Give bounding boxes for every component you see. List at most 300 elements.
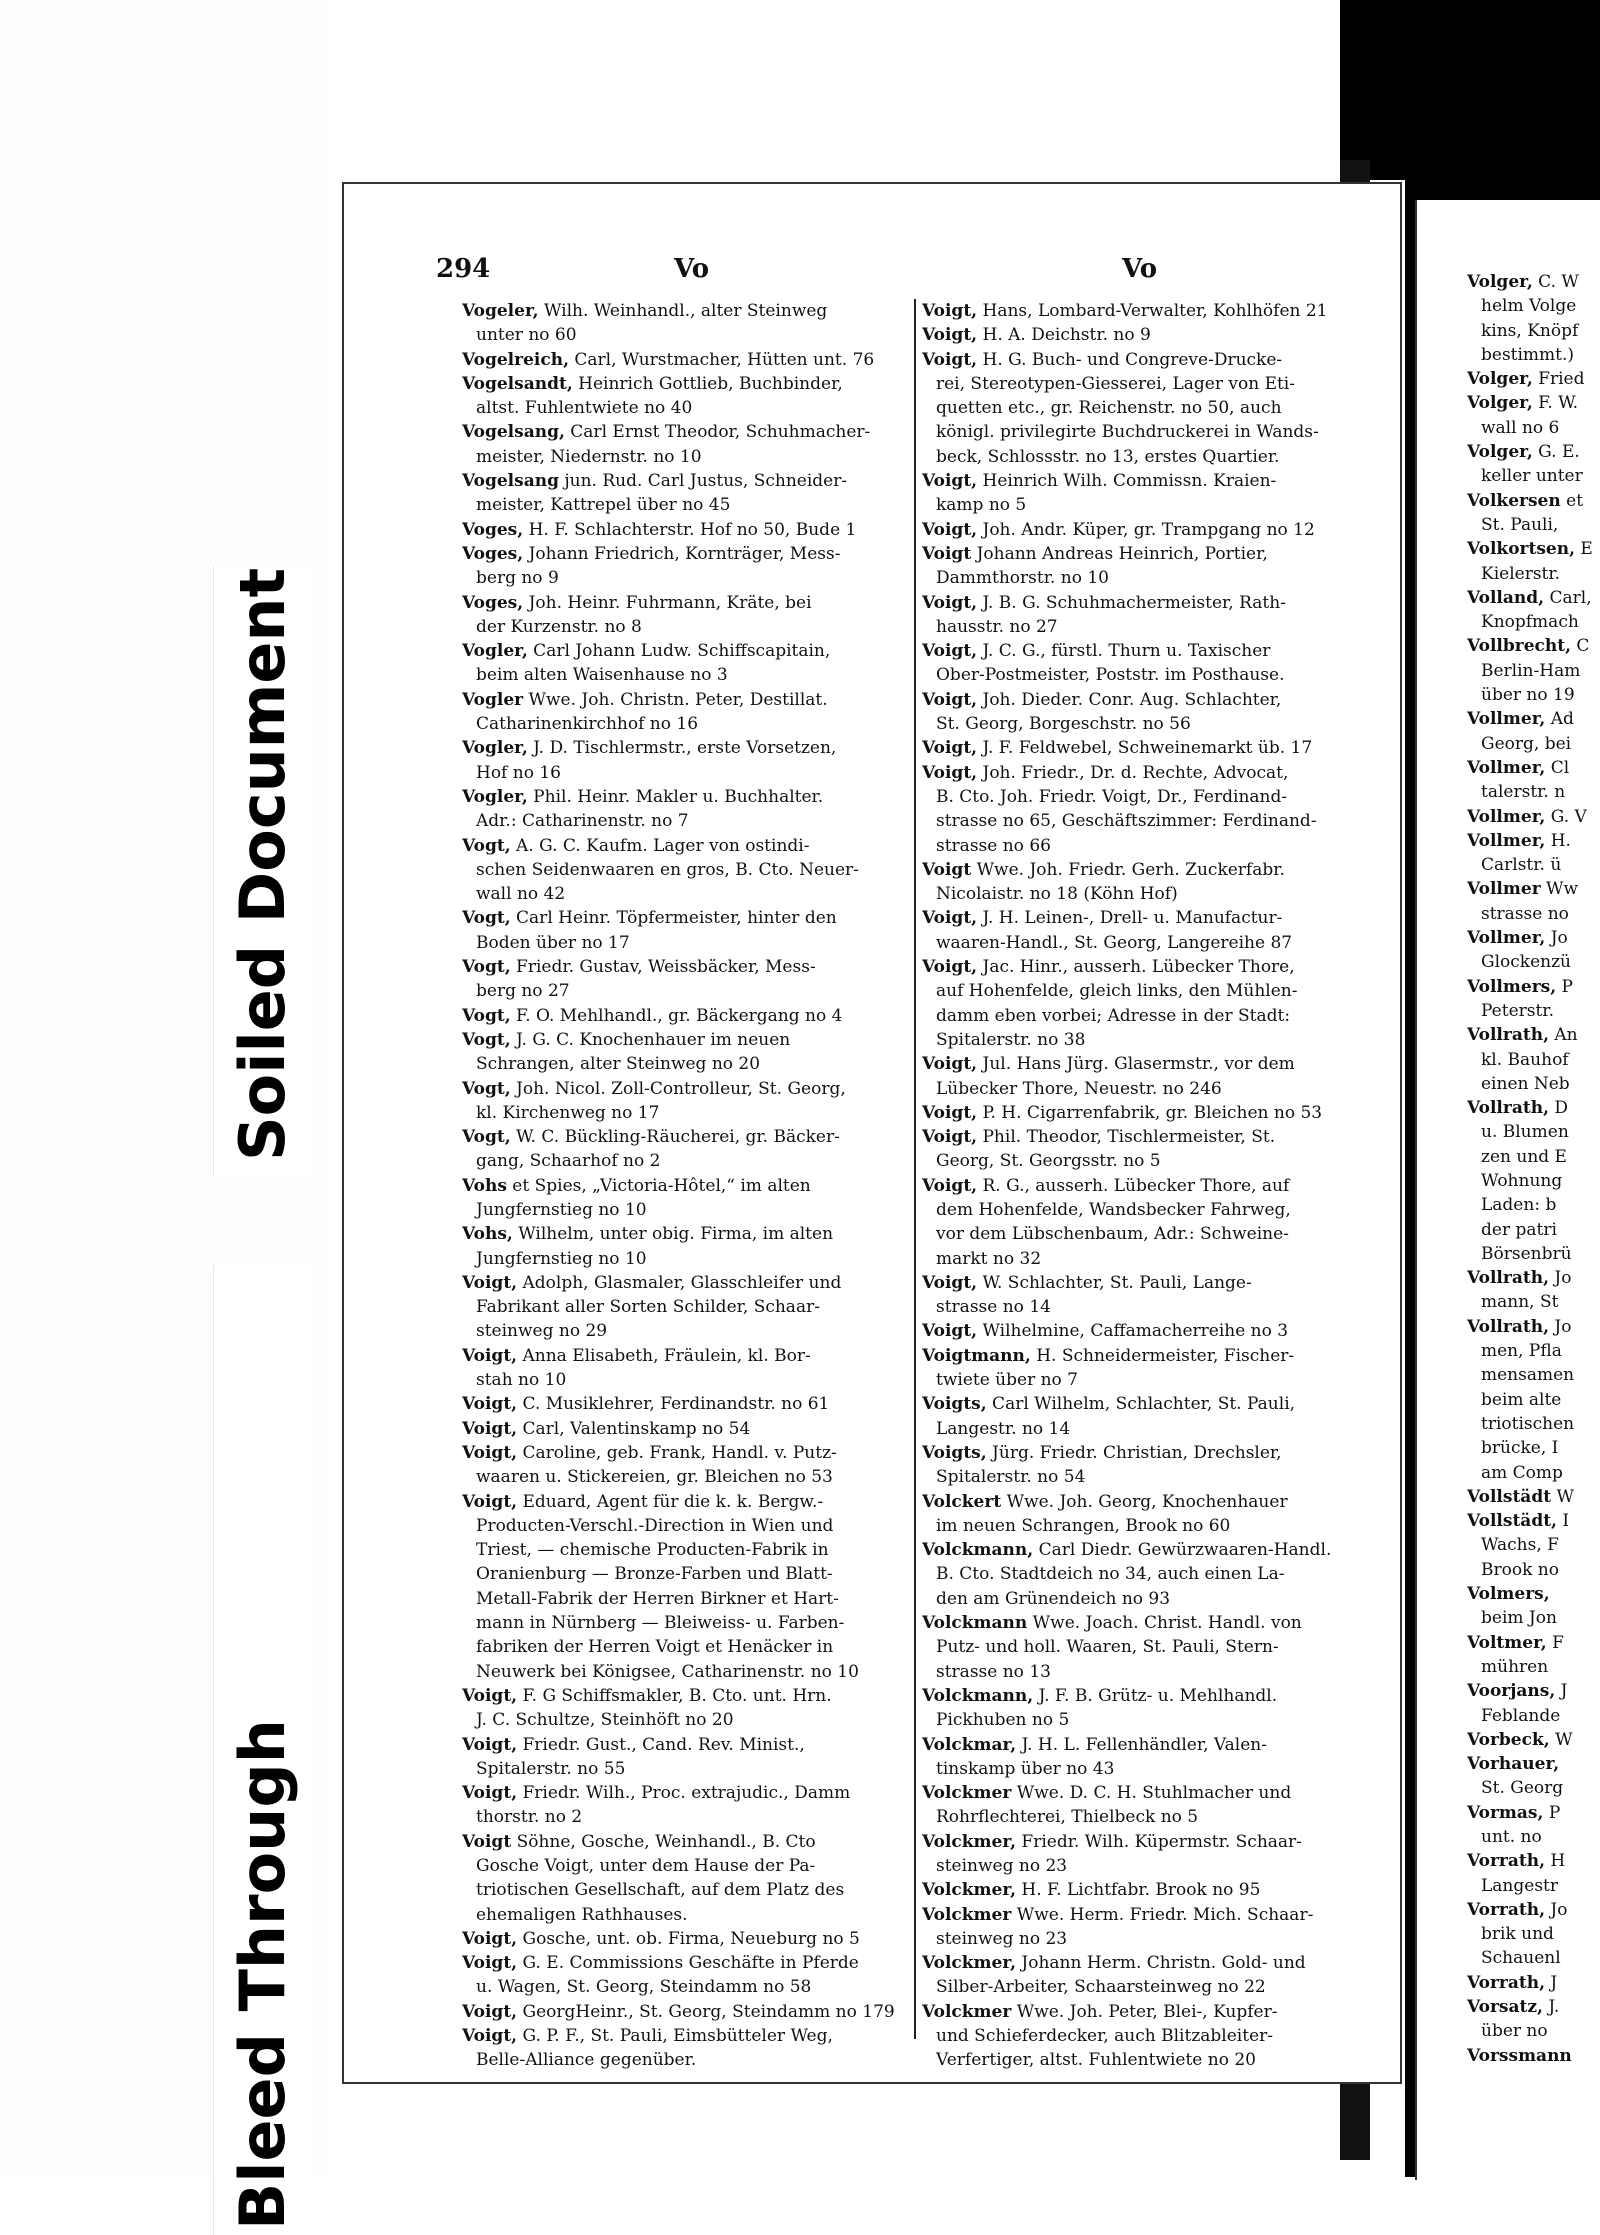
entry-text: J. G. C. Knochenhauer im neuen — [510, 1029, 791, 1050]
entry-surname: Vogler, — [462, 738, 528, 759]
entry-text: Joh. Friedr., Dr. d. Rechte, Advocat, — [977, 762, 1289, 783]
directory-line — [1467, 1290, 1600, 1314]
directory-line — [922, 1101, 1378, 1125]
directory-line — [922, 445, 1378, 469]
entry-text: Carl, Wurstmacher, Hütten unt. 76 — [569, 349, 875, 370]
entry-surname: Voigts, — [922, 1442, 987, 1463]
directory-line — [462, 1830, 918, 1854]
entry-text: Putz- und holl. Waaren, St. Pauli, Stern- — [936, 1637, 1279, 1658]
entry-text: Ad — [1545, 709, 1574, 730]
entry-text: Joh. Nicol. Zoll-Controlleur, St. Georg, — [510, 1078, 846, 1099]
entry-text: Spitalerstr. no 38 — [936, 1029, 1086, 1050]
directory-line — [922, 299, 1378, 323]
directory-line — [462, 348, 918, 372]
directory-line — [1467, 1849, 1600, 1873]
directory-line — [1467, 610, 1600, 634]
entry-text: Wachs, F — [1481, 1535, 1559, 1556]
directory-line — [922, 809, 1378, 833]
entry-surname: Voigt, — [922, 957, 978, 978]
directory-line — [462, 2000, 918, 2024]
directory-line — [922, 566, 1378, 590]
directory-line — [922, 1805, 1378, 1829]
entry-text: königl. privilegirte Buchdruckerei in Wands- — [936, 422, 1319, 443]
entry-text: St. Georg, Borgeschstr. no 56 — [936, 714, 1191, 735]
directory-line — [462, 591, 918, 615]
directory-line — [462, 445, 918, 469]
entry-text: Berlin-Ham — [1481, 660, 1581, 681]
entry-text: Carl Diedr. Gewürzwaaren-Handl. — [1033, 1540, 1332, 1561]
directory-line — [1467, 950, 1600, 974]
entry-text: Johann Andreas Heinrich, Portier, — [971, 543, 1268, 564]
entry-text: Eduard, Agent für die k. k. Bergw.- — [517, 1491, 824, 1512]
directory-line — [922, 1562, 1378, 1586]
directory-line — [922, 1781, 1378, 1805]
entry-text: Friedr. Wilh., Proc. extrajudic., Damm — [517, 1783, 851, 1804]
entry-text: berg no 9 — [476, 568, 559, 589]
entry-surname: Volckmann, — [922, 1540, 1034, 1561]
column-divider — [914, 299, 916, 2039]
entry-text: Peterstr. — [1481, 1000, 1554, 1021]
entry-text: schen Seidenwaaren en gros, B. Cto. Neuer- — [476, 859, 859, 880]
directory-line — [1467, 440, 1600, 464]
entry-text: wall no 42 — [476, 884, 566, 905]
entry-surname: Vollrath, — [1467, 1025, 1549, 1046]
entry-text: mann, St — [1481, 1292, 1559, 1313]
entry-text: Heinrich Wilh. Commissn. Kraien- — [977, 471, 1277, 492]
directory-line — [922, 1490, 1378, 1514]
directory-line — [1467, 537, 1600, 561]
entry-text: et — [1560, 490, 1584, 511]
entry-surname: Voigt, — [922, 325, 978, 346]
entry-text: damm eben vorbei; Adresse in der Stadt: — [936, 1005, 1291, 1026]
stamp-label-bleed: Bleed Through — [226, 1719, 299, 2230]
directory-line — [462, 809, 918, 833]
directory-line — [922, 1417, 1378, 1441]
directory-line — [462, 1344, 918, 1368]
directory-line — [462, 1028, 918, 1052]
directory-line — [1467, 1533, 1600, 1557]
entry-surname: Vogelreich, — [462, 349, 569, 370]
directory-line — [462, 1514, 918, 1538]
entry-text: zen und E — [1481, 1146, 1567, 1167]
directory-line — [1467, 707, 1600, 731]
entry-text: Carlstr. ü — [1481, 855, 1562, 876]
entry-surname: Vorhauer, — [1467, 1754, 1560, 1775]
entry-surname: Vollmer, — [1467, 928, 1546, 949]
directory-line — [462, 2024, 918, 2048]
entry-text: Cl — [1545, 757, 1570, 778]
directory-line — [922, 1271, 1378, 1295]
entry-surname: Volckmer, — [922, 1880, 1016, 1901]
directory-line — [1467, 343, 1600, 367]
entry-surname: Volckmer — [922, 1783, 1012, 1804]
directory-line — [922, 1441, 1378, 1465]
page-header — [344, 254, 1400, 294]
directory-line — [462, 639, 918, 663]
soiled-document-stamp — [213, 566, 311, 1176]
directory-line — [1467, 683, 1600, 707]
directory-line — [462, 1295, 918, 1319]
directory-line — [922, 323, 1378, 347]
entry-text: Friedr. Gust., Cand. Rev. Minist., — [517, 1734, 805, 1755]
entry-text: triotischen — [1481, 1413, 1575, 1434]
directory-line — [462, 1951, 918, 1975]
directory-line — [922, 348, 1378, 372]
column-head-right: Vo — [1122, 254, 1158, 284]
directory-line — [462, 1684, 918, 1708]
directory-line — [462, 688, 918, 712]
entry-text: A. G. C. Kaufm. Lager von ostindi- — [510, 835, 810, 856]
directory-line — [1467, 1461, 1600, 1485]
entry-surname: Vollmer, — [1467, 709, 1546, 730]
column-head-left: Vo — [674, 254, 710, 284]
directory-line — [462, 1805, 918, 1829]
entry-text: Wilh. Weinhandl., alter Steinweg — [538, 301, 828, 321]
entry-surname: Voigt, — [462, 1272, 518, 1293]
entry-text: Anna Elisabeth, Fräulein, kl. Bor- — [517, 1345, 811, 1366]
directory-line — [922, 396, 1378, 420]
directory-line — [922, 1247, 1378, 1271]
directory-line — [1467, 1169, 1600, 1193]
next-page-edge — [1415, 200, 1600, 2180]
entry-text: Nicolaistr. no 18 (Köhn Hof) — [936, 884, 1178, 905]
directory-line — [462, 1490, 918, 1514]
entry-text: Johann Herm. Christn. Gold- und — [1016, 1953, 1306, 1974]
entry-surname: Volland, — [1467, 587, 1545, 608]
entry-surname: Voigt, — [922, 738, 978, 759]
directory-line — [922, 1854, 1378, 1878]
entry-text: Ww — [1540, 879, 1579, 900]
directory-line — [922, 1319, 1378, 1343]
entry-surname: Voigt, — [462, 1685, 518, 1706]
entry-text: Langestr. no 14 — [936, 1418, 1071, 1439]
entry-text: J. F. B. Grütz- u. Mehlhandl. — [1033, 1685, 1278, 1706]
entry-text: Joh. Dieder. Conr. Aug. Schlachter, — [977, 689, 1282, 710]
directory-line — [462, 518, 918, 542]
entry-text: Friedr. Gustav, Weissbäcker, Mess- — [510, 957, 816, 978]
entry-text: G. E. Commissions Geschäfte in Pferde — [517, 1953, 859, 1974]
entry-text: meister, Niedernstr. no 10 — [476, 446, 702, 467]
directory-line — [462, 1149, 918, 1173]
directory-line — [462, 931, 918, 955]
entry-text: talerstr. n — [1481, 782, 1566, 803]
entry-surname: Voltmer, — [1467, 1632, 1547, 1653]
directory-line — [1467, 853, 1600, 877]
entry-text: W. C. Bückling-Räucherei, gr. Bäcker- — [510, 1127, 840, 1148]
directory-line — [922, 1344, 1378, 1368]
entry-text: D — [1549, 1098, 1569, 1119]
entry-surname: Voigt, — [922, 1272, 978, 1293]
directory-line — [922, 2024, 1378, 2048]
entry-surname: Vorbeck, — [1467, 1729, 1550, 1750]
directory-line — [462, 1101, 918, 1125]
entry-surname: Vollmer, — [1467, 806, 1546, 827]
directory-line — [922, 761, 1378, 785]
entry-text: über no — [1481, 2021, 1548, 2042]
entry-text: gang, Schaarhof no 2 — [476, 1151, 661, 1172]
entry-text: strasse no 13 — [936, 1661, 1051, 1682]
entry-surname: Vogler — [462, 689, 524, 710]
entry-surname: Vollmer, — [1467, 757, 1546, 778]
directory-line — [462, 1222, 918, 1246]
directory-line — [462, 785, 918, 809]
entry-surname: Vogt, — [462, 1029, 511, 1050]
directory-line — [1467, 367, 1600, 391]
directory-line — [922, 469, 1378, 493]
entry-text: Phil. Heinr. Makler u. Buchhalter. — [527, 786, 824, 807]
entry-surname: Volckmann, — [922, 1685, 1034, 1706]
directory-line — [462, 2048, 918, 2072]
directory-line — [462, 1757, 918, 1781]
entry-text: kamp no 5 — [936, 495, 1027, 516]
entry-surname: Voges, — [462, 519, 524, 540]
directory-line — [922, 1514, 1378, 1538]
entry-text: Jungfernstieg no 10 — [476, 1199, 647, 1220]
directory-line — [462, 615, 918, 639]
entry-surname: Vogt, — [462, 957, 511, 978]
entry-text: strasse no 65, Geschäftszimmer: Ferdinand- — [936, 811, 1317, 832]
directory-line — [1467, 659, 1600, 683]
entry-surname: Volckmer — [922, 1904, 1012, 1925]
directory-line — [1467, 1193, 1600, 1217]
entry-surname: Volckmar, — [922, 1734, 1017, 1755]
directory-line — [1467, 1752, 1600, 1776]
directory-line — [922, 712, 1378, 736]
directory-line — [462, 396, 918, 420]
directory-line — [462, 299, 918, 323]
entry-surname: Voigt — [462, 1831, 512, 1852]
entry-surname: Vogelsandt, — [462, 373, 573, 394]
directory-line — [1467, 513, 1600, 537]
directory-line — [1467, 489, 1600, 513]
directory-line — [1467, 1363, 1600, 1387]
directory-line — [922, 688, 1378, 712]
entry-text: Glockenzü — [1481, 952, 1571, 973]
directory-line — [462, 663, 918, 687]
entry-surname: Voigtmann, — [922, 1345, 1031, 1366]
directory-line — [1467, 756, 1600, 780]
entry-text: Börsenbrü — [1481, 1243, 1572, 1264]
entry-surname: Voges, — [462, 592, 524, 613]
entry-surname: Voigt, — [922, 1054, 978, 1075]
directory-line — [462, 1538, 918, 1562]
directory-line — [922, 1538, 1378, 1562]
entry-text: Carl Heinr. Töpfermeister, hinter den — [510, 908, 837, 929]
directory-line — [462, 1368, 918, 1392]
entry-text: Jo — [1549, 1316, 1572, 1337]
entry-text: Gosche, unt. ob. Firma, Neueburg no 5 — [517, 1928, 860, 1949]
entry-text: stah no 10 — [476, 1370, 567, 1391]
entry-text: Pickhuben no 5 — [936, 1710, 1070, 1731]
directory-line — [922, 834, 1378, 858]
directory-line — [922, 2048, 1378, 2072]
entry-text: E — [1575, 539, 1593, 560]
entry-text: dem Hohenfelde, Wandsbecker Fahrweg, — [936, 1199, 1291, 1220]
entry-text: I — [1556, 1511, 1570, 1532]
entry-text: Spitalerstr. no 54 — [936, 1467, 1086, 1488]
directory-line — [922, 1733, 1378, 1757]
entry-surname: Vollbrecht, — [1467, 636, 1572, 657]
entry-surname: Voorjans, — [1467, 1681, 1556, 1702]
entry-surname: Volger, — [1467, 369, 1533, 390]
entry-surname: Vollrath, — [1467, 1268, 1549, 1289]
entry-surname: Voigt, — [462, 1734, 518, 1755]
entry-text: Fabrikant aller Sorten Schilder, Schaar- — [476, 1297, 820, 1318]
directory-line — [462, 1052, 918, 1076]
directory-line — [1467, 1218, 1600, 1242]
entry-text: Caroline, geb. Frank, Handl. v. Putz- — [517, 1442, 837, 1463]
directory-line — [462, 1733, 918, 1757]
entry-text: J. C. Schultze, Steinhöft no 20 — [476, 1710, 734, 1731]
entry-text: Carl Wilhelm, Schlachter, St. Pauli, — [986, 1394, 1296, 1415]
directory-line — [922, 931, 1378, 955]
directory-line — [462, 858, 918, 882]
entry-text: triotischen Gesellschaft, auf dem Platz des — [476, 1880, 845, 1901]
directory-line — [922, 1975, 1378, 1999]
entry-text: B. Cto. Joh. Friedr. Voigt, Dr., Ferdinand- — [936, 786, 1288, 807]
entry-surname: Volmers, — [1467, 1584, 1550, 1605]
entry-text: unter no 60 — [476, 325, 577, 346]
entry-surname: Voigt, — [462, 2001, 518, 2022]
directory-line — [1467, 780, 1600, 804]
entry-text: Wwe. Joh. Christn. Peter, Destillat. — [523, 689, 828, 710]
directory-line — [922, 955, 1378, 979]
entry-text: Schrangen, alter Steinweg no 20 — [476, 1054, 761, 1075]
entry-text: F. G Schiffsmakler, B. Cto. unt. Hrn. — [517, 1685, 832, 1706]
entry-text: Adr.: Catharinenstr. no 7 — [476, 811, 689, 832]
directory-line — [462, 882, 918, 906]
entry-text: J. H. L. Fellenhändler, Valen- — [1016, 1734, 1267, 1755]
entry-surname: Vollmers, — [1467, 976, 1557, 997]
entry-surname: Voigt, — [462, 2026, 518, 2047]
entry-text: Belle-Alliance gegenüber. — [476, 2050, 697, 2071]
directory-line — [922, 1125, 1378, 1149]
directory-line — [1467, 877, 1600, 901]
directory-line — [922, 979, 1378, 1003]
entry-surname: Voigt, — [462, 1783, 518, 1804]
entry-text: W — [1551, 1486, 1574, 1507]
entry-text: Oranienburg — Bronze-Farben und Blatt- — [476, 1564, 833, 1585]
entry-text: steinweg no 23 — [936, 1928, 1068, 1949]
entry-text: Kielerstr. — [1481, 563, 1561, 584]
entry-text: G. P. F., St. Pauli, Eimsbütteler Weg, — [517, 2026, 833, 2047]
entry-text: Knopfmach — [1481, 612, 1579, 633]
entry-surname: Voigt, — [922, 762, 978, 783]
entry-text: beim Jon — [1481, 1608, 1557, 1629]
entry-text: und Schieferdecker, auch Blitzableiter- — [936, 2026, 1273, 2047]
directory-line — [1467, 416, 1600, 440]
entry-text: Jo — [1549, 1268, 1572, 1289]
entry-text: Dammthorstr. no 10 — [936, 568, 1109, 589]
directory-line — [922, 1028, 1378, 1052]
entry-surname: Vogelsang — [462, 471, 559, 492]
directory-line — [462, 1392, 918, 1416]
entry-surname: Voigt, — [922, 1175, 978, 1196]
directory-line — [922, 1951, 1378, 1975]
entry-text: mühren — [1481, 1656, 1549, 1677]
directory-line — [922, 518, 1378, 542]
directory-line — [462, 1708, 918, 1732]
directory-line — [1467, 1315, 1600, 1339]
entry-surname: Voigt, — [922, 592, 978, 613]
entry-surname: Voigt, — [462, 1394, 518, 1415]
directory-line — [1467, 1339, 1600, 1363]
entry-text: den am Grünendeich no 93 — [936, 1588, 1171, 1609]
entry-surname: Voigt, — [462, 1418, 518, 1439]
entry-text: An — [1549, 1025, 1578, 1046]
directory-line — [922, 1660, 1378, 1684]
entry-text: F. W. — [1532, 393, 1579, 414]
entry-text: mann in Nürnberg — Bleiweiss- u. Farben- — [476, 1613, 845, 1634]
directory-line — [1467, 1558, 1600, 1582]
entry-text: Ober-Postmeister, Poststr. im Posthause. — [936, 665, 1285, 686]
directory-line — [462, 761, 918, 785]
directory-line — [1467, 586, 1600, 610]
directory-line — [922, 591, 1378, 615]
entry-text: Wwe. Herm. Friedr. Mich. Schaar- — [1011, 1904, 1314, 1925]
directory-line — [1467, 1096, 1600, 1120]
entry-surname: Voigt, — [462, 1442, 518, 1463]
directory-line — [1467, 1631, 1600, 1655]
directory-line — [462, 1441, 918, 1465]
entry-text: Friedr. Wilh. Küpermstr. Schaar- — [1016, 1831, 1302, 1852]
directory-line — [1467, 1825, 1600, 1849]
entry-text: der Kurzenstr. no 8 — [476, 616, 642, 637]
directory-line — [922, 1392, 1378, 1416]
entry-surname: Volkortsen, — [1467, 539, 1576, 560]
entry-text: Verfertiger, altst. Fuhlentwiete no 20 — [936, 2050, 1256, 2071]
directory-line — [462, 1975, 918, 1999]
entry-text: strasse no 66 — [936, 835, 1051, 856]
directory-line — [922, 1368, 1378, 1392]
entry-surname: Voigt, — [462, 1345, 518, 1366]
entry-text: Jul. Hans Jürg. Glasermstr., vor dem — [977, 1054, 1295, 1075]
directory-line — [1467, 1266, 1600, 1290]
directory-line — [922, 785, 1378, 809]
directory-line — [922, 493, 1378, 517]
entry-surname: Vollmer, — [1467, 830, 1546, 851]
entry-text: rei, Stereotypen-Giesserei, Lager von Eti- — [936, 373, 1295, 394]
entry-text: Catharinenkirchhof no 16 — [476, 714, 699, 735]
entry-surname: Voigt, — [922, 641, 978, 662]
directory-line — [1467, 926, 1600, 950]
directory-line — [922, 1830, 1378, 1854]
entry-text: B. Cto. Stadtdeich no 34, auch einen La- — [936, 1564, 1285, 1585]
entry-text: Wwe. Joh. Friedr. Gerh. Zuckerfabr. — [971, 859, 1285, 880]
directory-line — [462, 1198, 918, 1222]
entry-text: Carl Johann Ludw. Schiffscapitain, — [527, 641, 831, 662]
entry-text: über no 19 — [1481, 685, 1575, 706]
directory-line — [922, 1149, 1378, 1173]
entry-text: brik und — [1481, 1924, 1554, 1945]
directory-line — [1467, 1971, 1600, 1995]
directory-line — [1467, 1485, 1600, 1509]
directory-line — [462, 1271, 918, 1295]
directory-line — [1467, 829, 1600, 853]
entry-text: Feblande — [1481, 1705, 1561, 1726]
directory-line — [1467, 1946, 1600, 1970]
left-column — [462, 299, 918, 2073]
entry-text: Adolph, Glasmaler, Glasschleifer und — [517, 1272, 842, 1293]
entry-text: P — [1543, 1802, 1561, 1823]
entry-text: auf Hohenfelde, gleich links, den Mühlen- — [936, 981, 1298, 1002]
directory-line — [462, 1319, 918, 1343]
entry-text: Brook no — [1481, 1559, 1559, 1580]
entry-surname: Vohs — [462, 1175, 507, 1196]
directory-line — [1467, 2019, 1600, 2043]
entry-text: am Comp — [1481, 1462, 1563, 1483]
entry-surname: Vorrath, — [1467, 1899, 1546, 1920]
